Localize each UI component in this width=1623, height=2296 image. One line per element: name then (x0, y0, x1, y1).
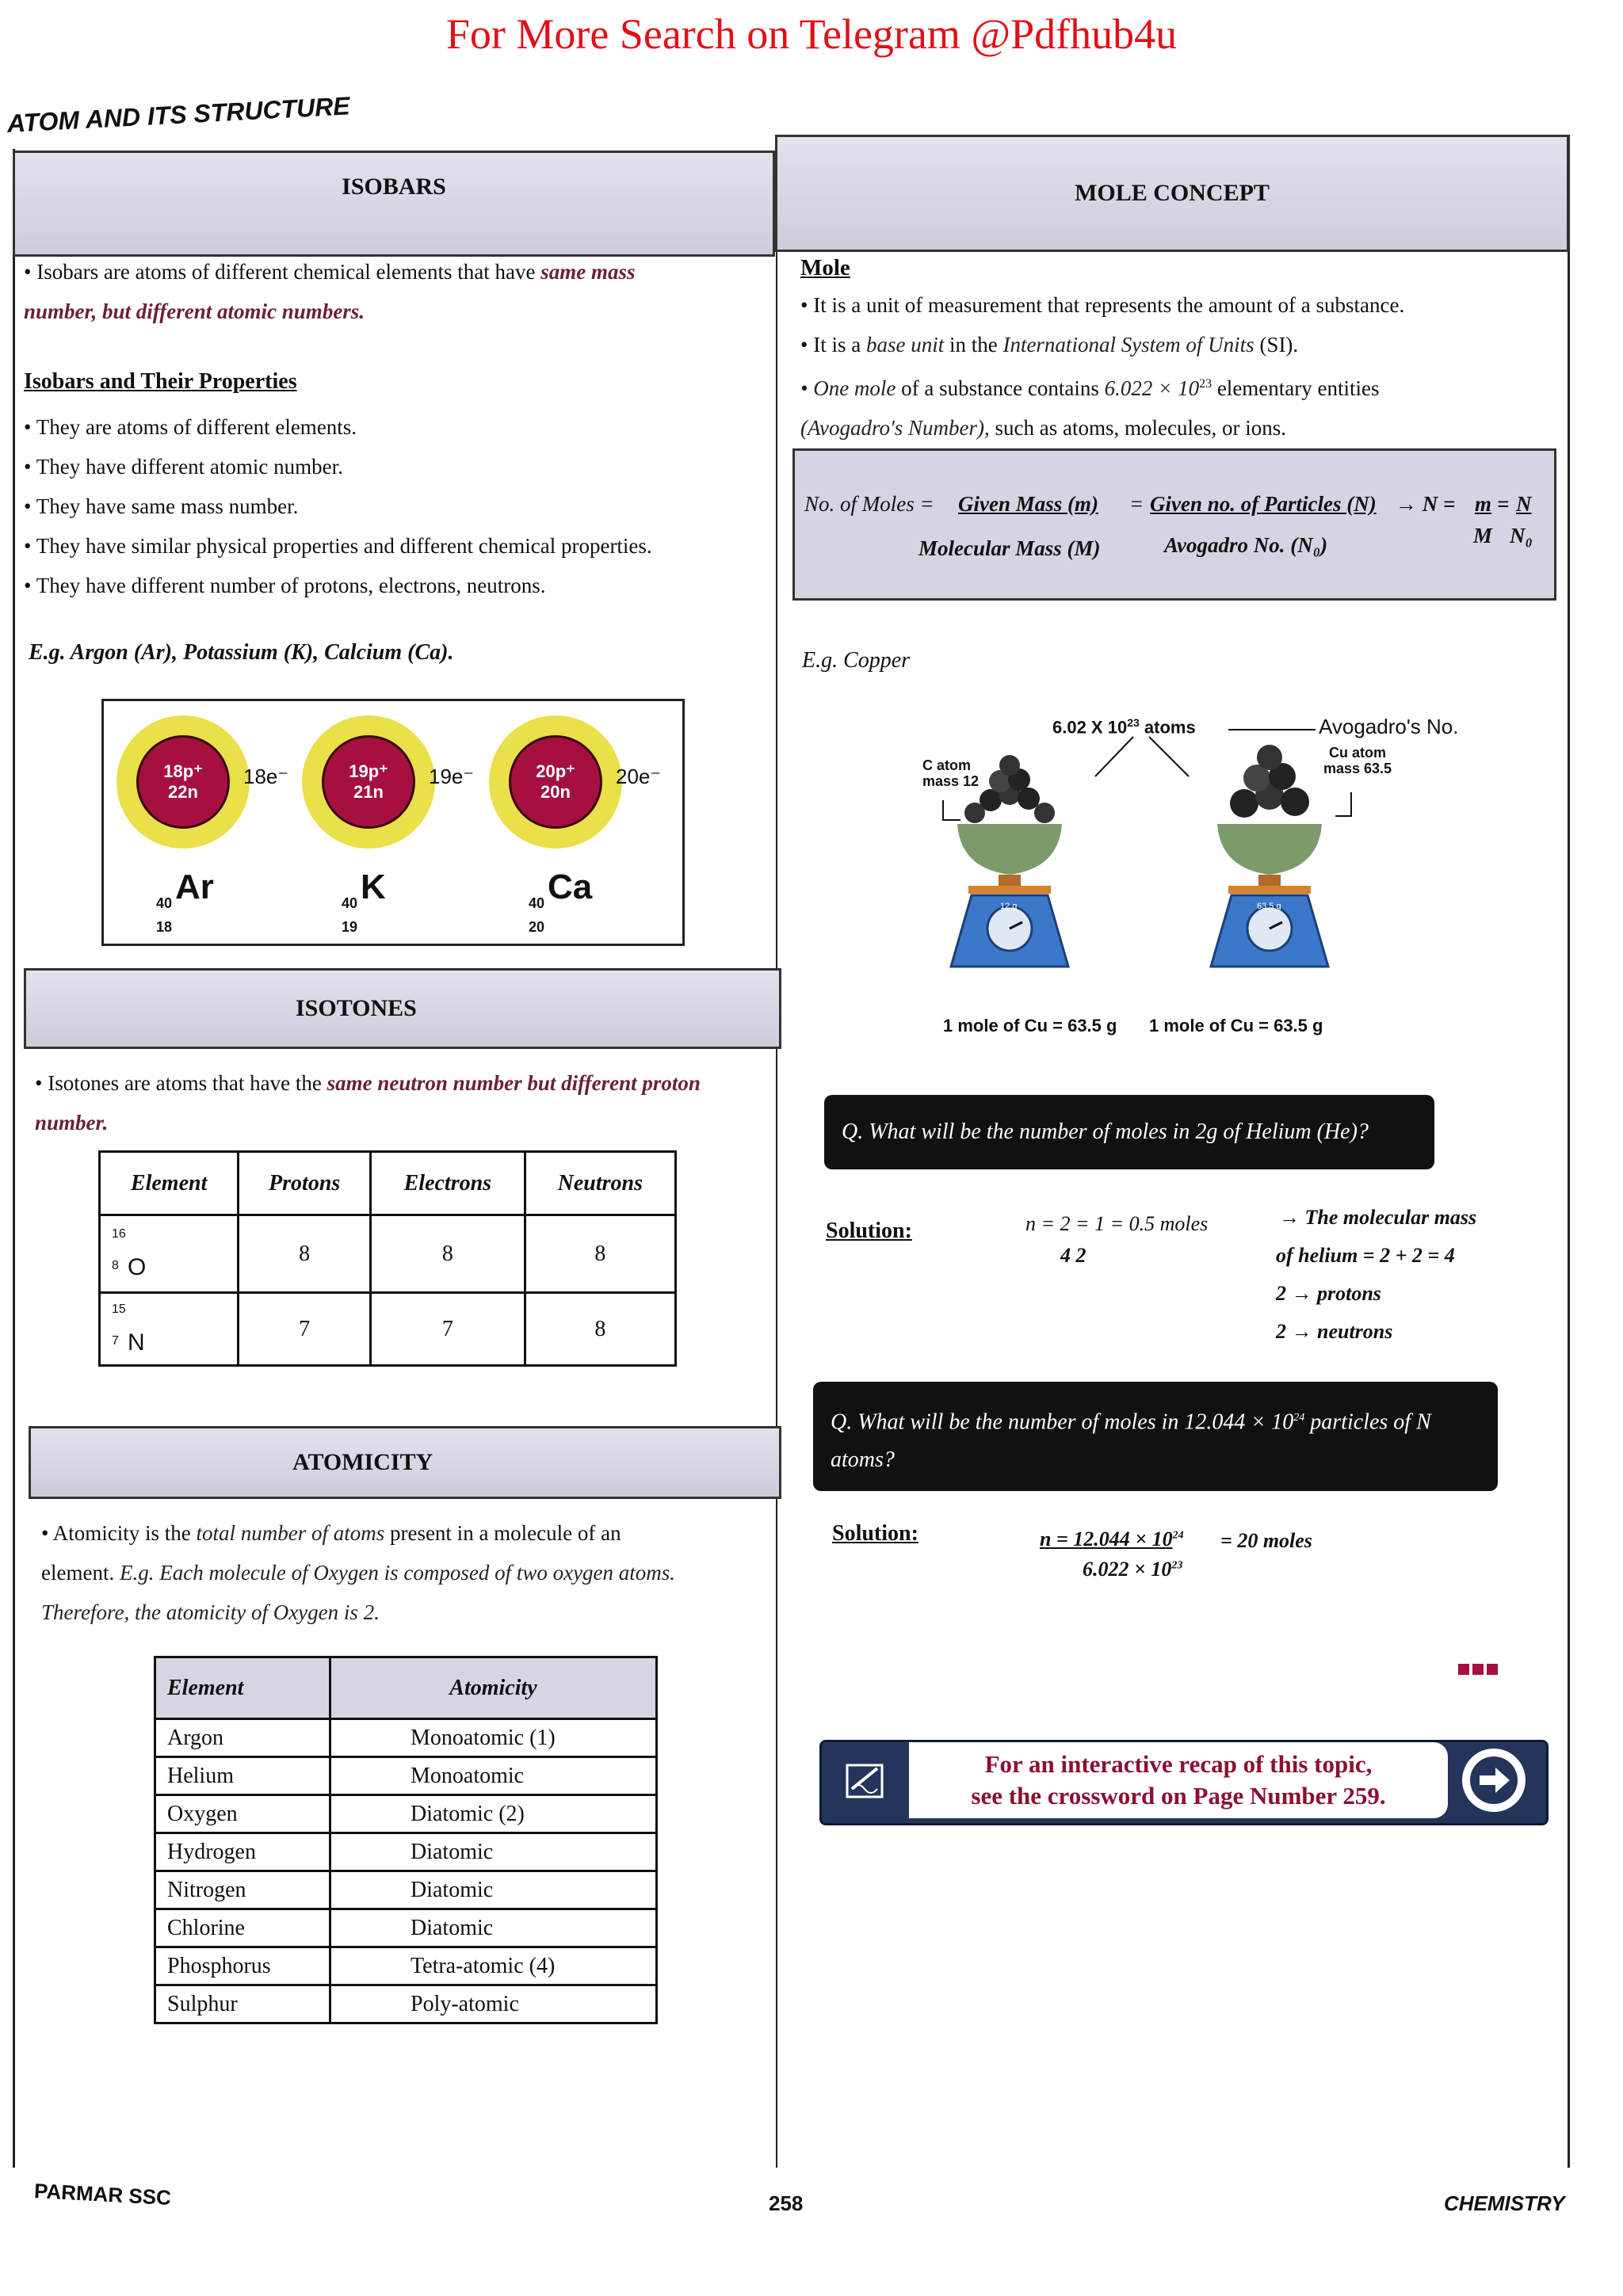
figure-cu-atom-label: Cu atom mass 63.5 (1323, 745, 1392, 776)
atomic-number: 8 (112, 1258, 119, 1272)
pen-paper-icon (838, 1755, 899, 1807)
formula-N0: N₀ (1510, 524, 1533, 547)
neutron-count: 22n (168, 782, 198, 802)
element-symbol: K (361, 868, 386, 906)
formula-lhs: No. of Moles = (804, 492, 934, 516)
scale-readout-1: 12 g (1000, 902, 1018, 911)
figure-avogadro-label: Avogadro's No. (1319, 715, 1459, 738)
atomicity-cell: Diatomic (330, 1909, 657, 1947)
isobars-def-text: • Isobars are atoms of different chemical elements that have (24, 260, 536, 284)
element-symbol: O (128, 1253, 147, 1280)
solution-1-denominators: 4 2 (1060, 1244, 1086, 1267)
mole-bullets (800, 285, 1553, 448)
text: 6.02 X 10 (1052, 717, 1128, 738)
text: elementary entities (1216, 376, 1380, 400)
solution-1-note: of helium = 2 + 2 = 4 (1276, 1244, 1455, 1267)
isobars-def-emph2: number, but different atomic numbers. (24, 299, 365, 323)
figure-caption-2: 1 mole of Cu = 63.5 g (1149, 1016, 1323, 1035)
isobars-properties-list (24, 407, 753, 605)
exponent: 23 (1199, 377, 1212, 391)
figure-caption-1: 1 mole of Cu = 63.5 g (943, 1016, 1117, 1035)
table-row (155, 1985, 657, 2023)
element-symbol: N (128, 1329, 145, 1356)
protons-cell: 7 (239, 1293, 371, 1366)
isobars-properties-title: Isobars and Their Properties (24, 369, 297, 394)
solution-1-equation: n = 2 = 1 = 0.5 moles (1025, 1212, 1209, 1235)
atomicity-cell: Diatomic (330, 1871, 657, 1909)
electron-count: 19e⁻ (429, 765, 475, 788)
element-cell: Sulphur (155, 1985, 330, 2023)
page-number: 258 (769, 2191, 804, 2215)
atomic-number: 20 (529, 919, 545, 935)
isobars-header (13, 151, 775, 257)
isotones-def-text: • Isotones are atoms that have the (35, 1071, 322, 1095)
element-symbol: Ca (548, 868, 593, 906)
recap-line-1: For an interactive recap of this topic, (984, 1750, 1373, 1778)
isotones-def-emph2: number. (35, 1111, 109, 1135)
solution-2-denominator (1083, 1558, 1182, 1581)
neutrons-cell: 8 (525, 1293, 675, 1366)
mass-number: 16 (112, 1226, 126, 1241)
question-2-text: Q. What will be the number of moles in 12.044 × 10 (831, 1409, 1294, 1435)
formula-numerator-1: Given Mass (m) (958, 492, 1098, 516)
element-symbol: Ar (175, 868, 214, 906)
arrow-right-icon[interactable] (1462, 1749, 1526, 1812)
element-cell: Phosphorus (155, 1947, 330, 1985)
element-cell: Oxygen (155, 1795, 330, 1833)
calcium-symbol (529, 868, 593, 935)
chapter-title: ATOM AND ITS STRUCTURE (6, 91, 351, 138)
protons-cell: 8 (239, 1215, 371, 1293)
balance-scales-illustration (911, 705, 1466, 1054)
atomicity-cell: Tetra-atomic (4) (330, 1947, 657, 1985)
atomic-number: 7 (112, 1333, 119, 1348)
column-header: Neutrons (525, 1152, 675, 1215)
column-header: Atomicity (330, 1657, 657, 1719)
atomic-number: 19 (342, 919, 358, 935)
mole-subheading: Mole (800, 255, 850, 280)
formula-N: N (1516, 492, 1532, 516)
table-row (155, 1757, 657, 1795)
solution-2-label: Solution: (832, 1521, 918, 1546)
list-item: • They have same mass number. (24, 494, 299, 518)
mass-number: 40 (529, 895, 545, 911)
calcium-atom (489, 715, 622, 849)
column-header: Electrons (371, 1152, 525, 1215)
isobars-example: E.g. Argon (Ar), Potassium (K), Calcium (Ca). (29, 640, 454, 665)
list-item: • They are atoms of different elements. (24, 415, 357, 439)
table-row (100, 1293, 676, 1366)
solution-1-note: 2 → neutrons (1276, 1320, 1393, 1343)
formula-arrow: → N = (1396, 492, 1456, 516)
atomicity-header (29, 1426, 781, 1499)
mass-number: 15 (112, 1302, 126, 1316)
atomicity-cell: Diatomic (2) (330, 1795, 657, 1833)
exponent: 24 (1172, 1529, 1184, 1542)
isobars-definition (24, 252, 753, 331)
argon-atom (116, 715, 250, 849)
list-item (800, 364, 1553, 408)
footer-publisher: PARMAR SSC (33, 2179, 172, 2210)
proton-count: 19p⁺ (349, 761, 388, 781)
atomicity-definition (41, 1513, 762, 1632)
emph: base unit (865, 333, 945, 357)
emph: • One mole (800, 376, 896, 400)
atomicity-cell: Monoatomic (330, 1757, 657, 1795)
formula-equals: = (1129, 492, 1144, 516)
solution-2-result: = 20 moles (1220, 1529, 1312, 1552)
table-row (155, 1719, 657, 1757)
question-1-box (824, 1095, 1434, 1169)
atomicity-cell: Monoatomic (1) (330, 1719, 657, 1757)
list-item: • They have different atomic number. (24, 455, 343, 479)
table-header-row (100, 1152, 676, 1215)
potassium-atom (302, 715, 435, 849)
isotones-header (24, 968, 781, 1049)
text: (SI). (1259, 333, 1299, 357)
element-cell (100, 1215, 239, 1293)
list-item: • It is a unit of measurement that represents the amount of a substance. (800, 293, 1405, 317)
recap-text-box (909, 1742, 1448, 1818)
telegram-banner: For More Search on Telegram @Pdfhub4u (445, 10, 1178, 58)
scale-readout-2: 63.5 g (1257, 902, 1281, 911)
def-emph: E.g. Each molecule of Oxygen is composed of two oxygen atoms. (119, 1561, 676, 1585)
electron-count: 20e⁻ (616, 765, 662, 788)
list-item: • They have different number of protons, electrons, neutrons. (24, 574, 546, 597)
formula-denominator-1: Molecular Mass (M) (918, 536, 1101, 560)
question-2-text: atoms? (831, 1447, 895, 1473)
formula-m: m (1475, 492, 1492, 516)
formula-equals-2: = (1497, 492, 1510, 516)
element-cell (100, 1293, 239, 1366)
exponent: 23 (1127, 716, 1140, 729)
mole-example: E.g. Copper (802, 648, 911, 673)
mole-concept-title: MOLE CONCEPT (1075, 180, 1270, 206)
emph: (Avogadro's Number), (800, 416, 990, 440)
figure-c-atom-label: C atom mass 12 (922, 757, 980, 789)
text: of a substance contains (901, 376, 1099, 400)
exponent: 24 (1293, 1412, 1305, 1424)
electrons-cell: 7 (371, 1293, 525, 1366)
argon-symbol (156, 868, 214, 935)
element-cell: Argon (155, 1719, 330, 1757)
formula-M: M (1473, 524, 1493, 547)
table-row (155, 1795, 657, 1833)
solution-1-label: Solution: (826, 1219, 912, 1243)
isotones-table (98, 1150, 677, 1367)
element-cell: Hydrogen (155, 1833, 330, 1871)
element-cell: Chlorine (155, 1909, 330, 1947)
question-2-text: particles of N (1310, 1409, 1431, 1435)
atomicity-cell: Diatomic (330, 1833, 657, 1871)
neutron-count: 21n (353, 782, 384, 802)
table-row (155, 1947, 657, 1985)
atomicity-cell: Poly-atomic (330, 1985, 657, 2023)
proton-count: 20p⁺ (536, 761, 575, 781)
isobars-def-emph: same mass (540, 260, 636, 284)
solution-2-numerator (1040, 1527, 1184, 1551)
text: in the (949, 333, 998, 357)
list-item (800, 325, 1553, 364)
electrons-cell: 8 (371, 1215, 525, 1293)
electron-count: 18e⁻ (243, 765, 289, 788)
emph: International System of Units (1002, 333, 1254, 357)
mole-scale-figure (911, 705, 1466, 1054)
element-cell: Nitrogen (155, 1871, 330, 1909)
neutrons-cell: 8 (525, 1215, 675, 1293)
text: such as atoms, molecules, or ions. (995, 416, 1286, 440)
mass-number: 40 (156, 895, 173, 911)
potassium-nucleus (322, 735, 415, 829)
section-end-marker (1458, 1664, 1498, 1675)
recap-line-2: see the crossword on Page Number 259. (971, 1782, 1386, 1810)
atomic-number: 18 (156, 919, 173, 935)
formula-numerator-2: Given no. of Particles (N) (1150, 492, 1377, 516)
question-2-box (813, 1382, 1498, 1491)
solution-1-note: 2 → protons (1276, 1282, 1381, 1305)
emph: 6.022 × 10 (1104, 376, 1200, 400)
column-header: Element (100, 1152, 239, 1215)
isotones-definition (35, 1063, 764, 1142)
def-emph: Therefore, the atomicity of Oxygen is 2. (41, 1600, 380, 1624)
potassium-symbol (342, 868, 386, 935)
list-item (800, 408, 1553, 448)
def-text: • Atomicity is the (41, 1521, 191, 1545)
formula-denominator-2: Avogadro No. (N₀) (1164, 533, 1328, 557)
isotones-def-emph: same neutron number but different proton (327, 1071, 701, 1095)
list-item: • They have similar physical properties and different chemical properties. (24, 534, 652, 558)
table-row (155, 1833, 657, 1871)
question-1-text: Q. What will be the number of moles in 2g of Helium (He)? (842, 1119, 1369, 1144)
crossword-recap-banner[interactable] (819, 1740, 1549, 1825)
solution-1-note: → The molecular mass (1279, 1206, 1477, 1229)
calcium-nucleus (509, 735, 602, 829)
text: • It is a (800, 333, 861, 357)
mass-number: 40 (342, 895, 358, 911)
argon-nucleus (136, 735, 230, 829)
text: n = 12.044 × 10 (1040, 1527, 1173, 1550)
text: atoms (1144, 717, 1196, 738)
table-row (155, 1909, 657, 1947)
proton-count: 18p⁺ (163, 761, 203, 781)
table-header-row (155, 1657, 657, 1719)
moles-formula-box (792, 448, 1556, 601)
def-text: element. (41, 1561, 115, 1585)
column-header: Protons (239, 1152, 371, 1215)
isobars-atom-figure (101, 699, 685, 946)
table-row (155, 1871, 657, 1909)
def-emph: total number of atoms (196, 1521, 385, 1545)
atomicity-table (154, 1656, 658, 2024)
isotones-title: ISOTONES (296, 995, 417, 1021)
exponent: 23 (1171, 1559, 1183, 1572)
isobars-title: ISOBARS (342, 174, 446, 200)
element-cell: Helium (155, 1757, 330, 1795)
atomicity-title: ATOMICITY (292, 1449, 433, 1475)
mole-concept-header (775, 135, 1569, 252)
table-row (100, 1215, 676, 1293)
footer-subject: CHEMISTRY (1444, 2191, 1565, 2215)
def-text: present in a molecule of an (389, 1521, 621, 1545)
column-header: Element (155, 1657, 330, 1719)
text: 6.022 × 10 (1083, 1558, 1172, 1581)
neutron-count: 20n (540, 782, 571, 802)
